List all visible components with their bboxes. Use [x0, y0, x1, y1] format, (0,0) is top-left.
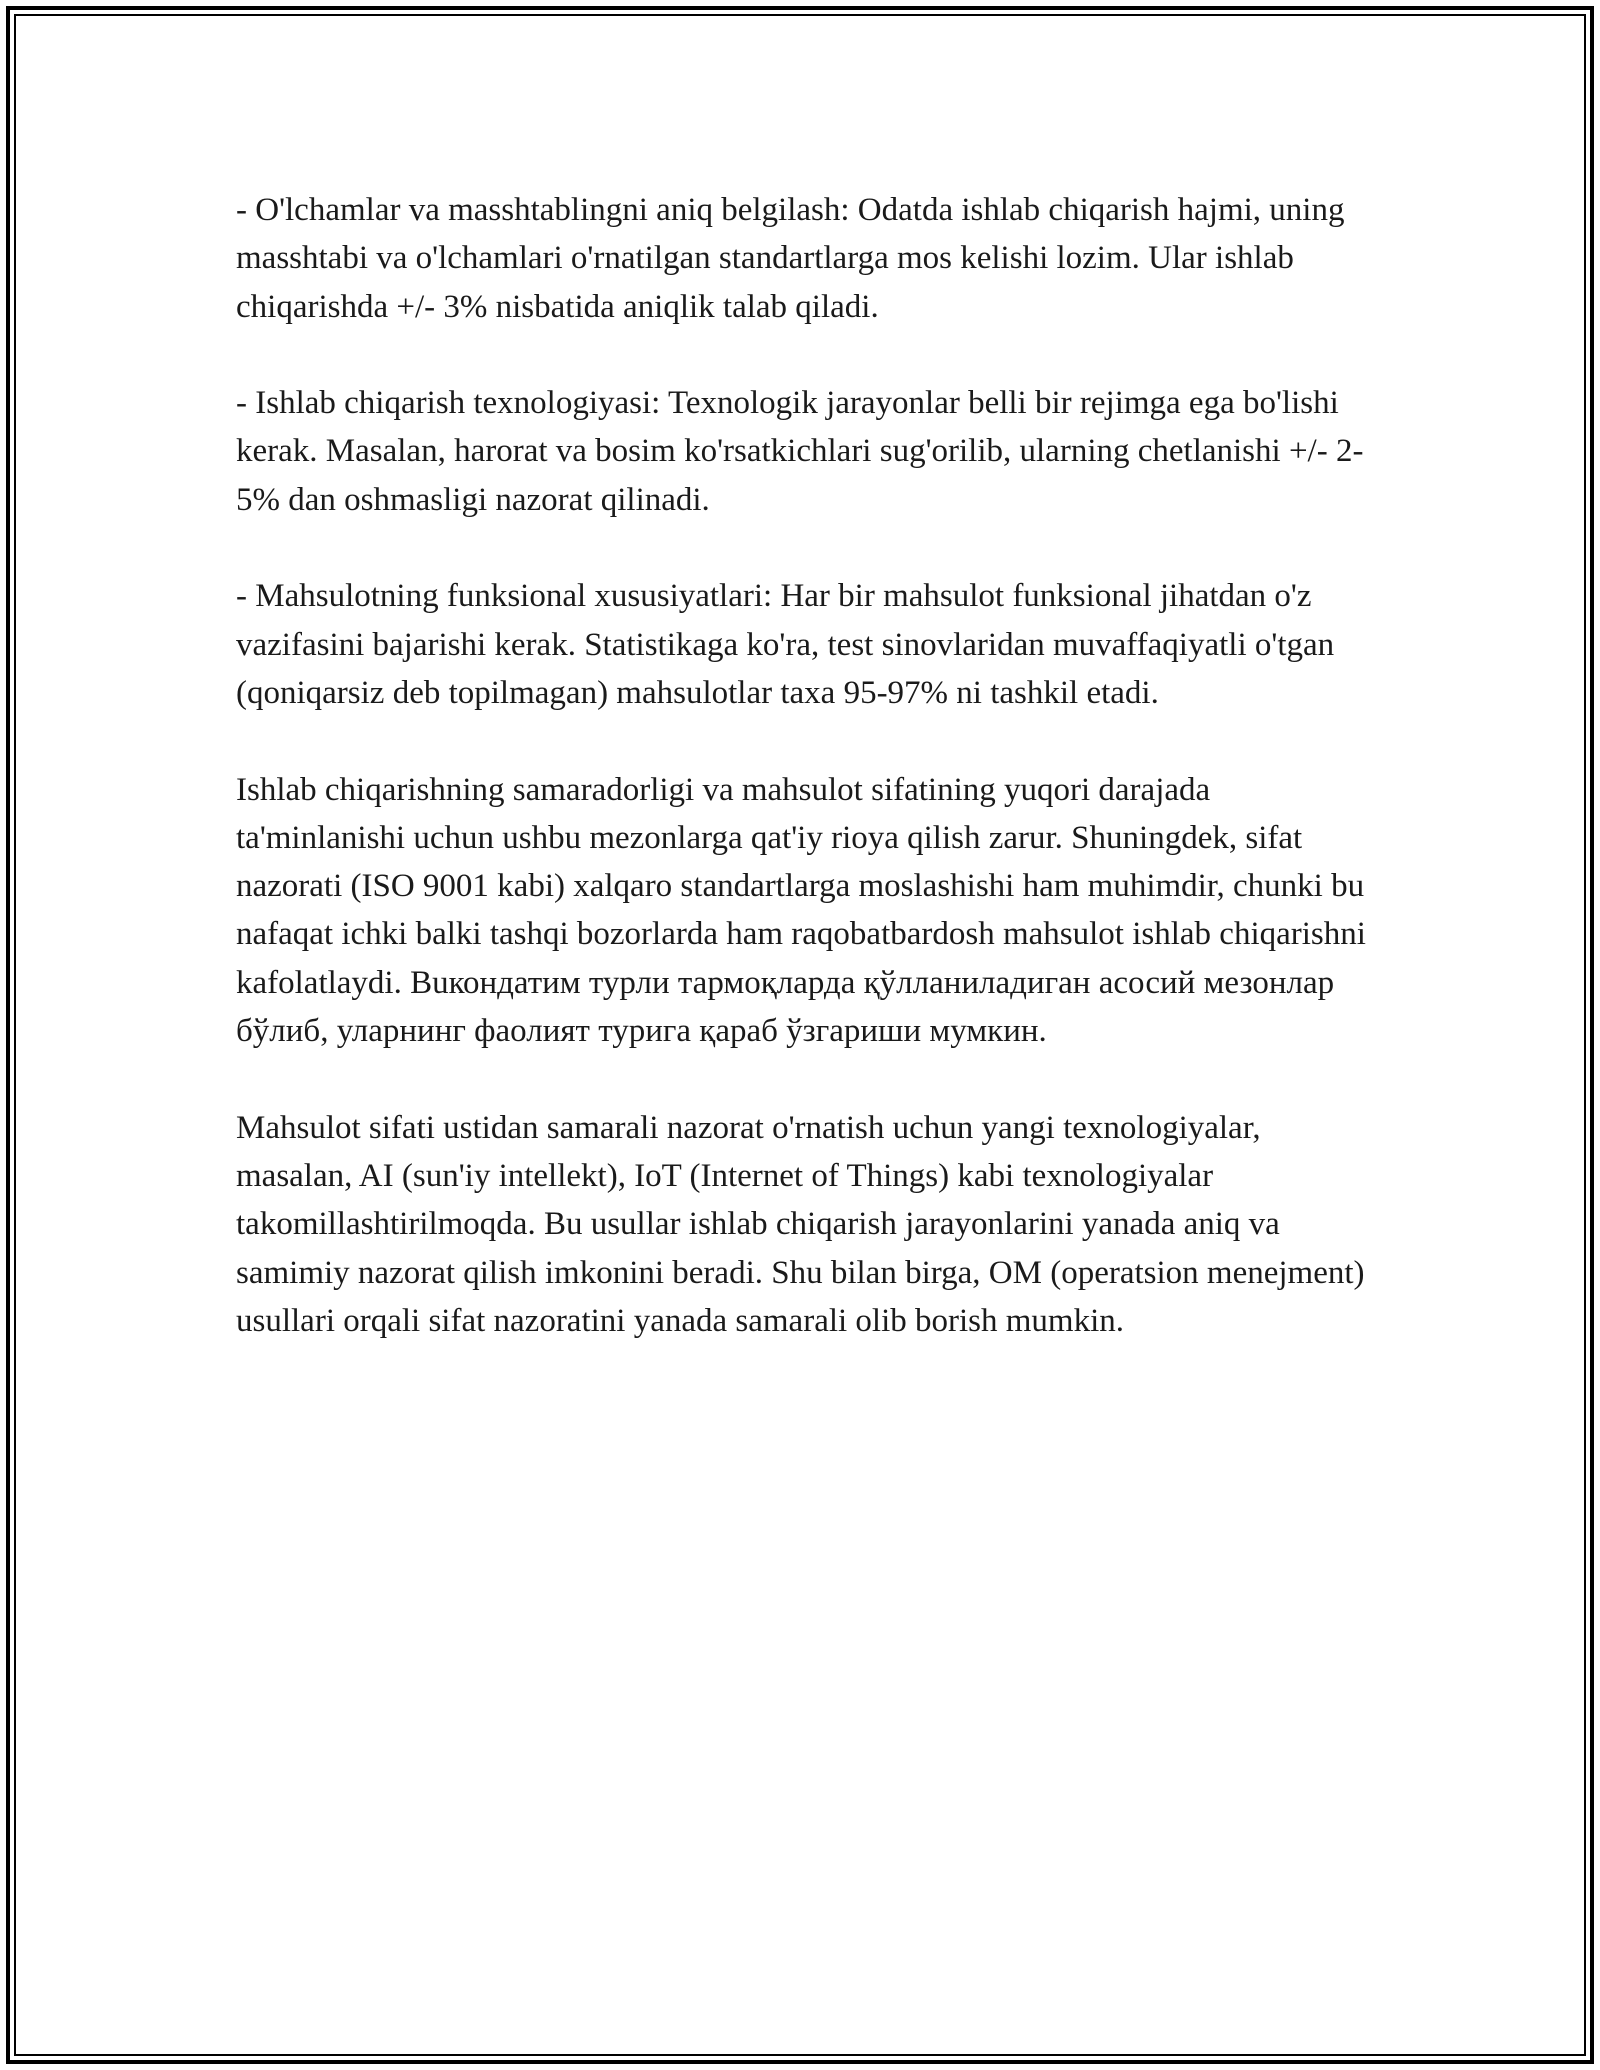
paragraph-new-technologies: Mahsulot sifati ustidan samarali nazorat o'rnatish uchun yangi texnologiyalar, masalan, AI (sun'iy intellekt), IoT (Internet of Things) kabi texnologiyalar takomillashtirilmoqda. Bu usullar ishlab chiqarish jarayonlarini yanada aniq va samimiy nazorat qilish imkonini beradi. Shu bilan birga, OM (operatsion menejment) usullari orqali sifat nazoratini yanada samarali olib borish mumkin. [236, 1109, 1365, 1339]
paragraph-efficiency: Ishlab chiqarishning samaradorligi va mahsulot sifatining yuqori darajada ta'minlanishi uchun ushbu mezonlarga qat'iy rioya qilish zarur. Shuningdek, sifat nazorati (ISO 9001 kabi) xalqaro standartlarga moslashishi ham muhimdir, chunki bu nafaqat ichki balki tashqi bozorlarda ham raqobatbardosh mahsulot ishlab chiqarishni kafolatlaydi. Buкондатим турли тармоқларда қўлланиладиган асосий мезонлар бўлиб, уларнинг фаолият турига қараб ўзгариши мумкин. [236, 771, 1366, 1050]
paragraph-dimensions: - O'lchamlar va masshtablingni aniq belgilash: Odatda ishlab chiqarish hajmi, uning masshtabi va o'lchamlari o'rnatilgan standartlarga mos kelishi lozim. Ular ishlab chiqarishda +/- 3% nisbatida aniqlik talab qiladi. [236, 192, 1345, 325]
document-body [236, 186, 1366, 1345]
paragraph-functional: - Mahsulotning funksional xususiyatlari: Har bir mahsulot funksional jihatdan o'z vazifasini bajarishi kerak. Statistikaga ko'ra, test sinovlaridan muvaffaqiyatli o'tgan (qoniqarsiz deb topilmagan) mahsulotlar taxa 95-97% ni tashkil etadi. [236, 578, 1335, 711]
paragraph-technology: - Ishlab chiqarish texnologiyasi: Texnologik jarayonlar belli bir rejimga ega bo'lishi kerak. Masalan, harorat va bosim ko'rsatkichlari sug'orilib, ularning chetlanishi +/- 2-5% dan oshmasligi nazorat qilinadi. [236, 385, 1364, 518]
